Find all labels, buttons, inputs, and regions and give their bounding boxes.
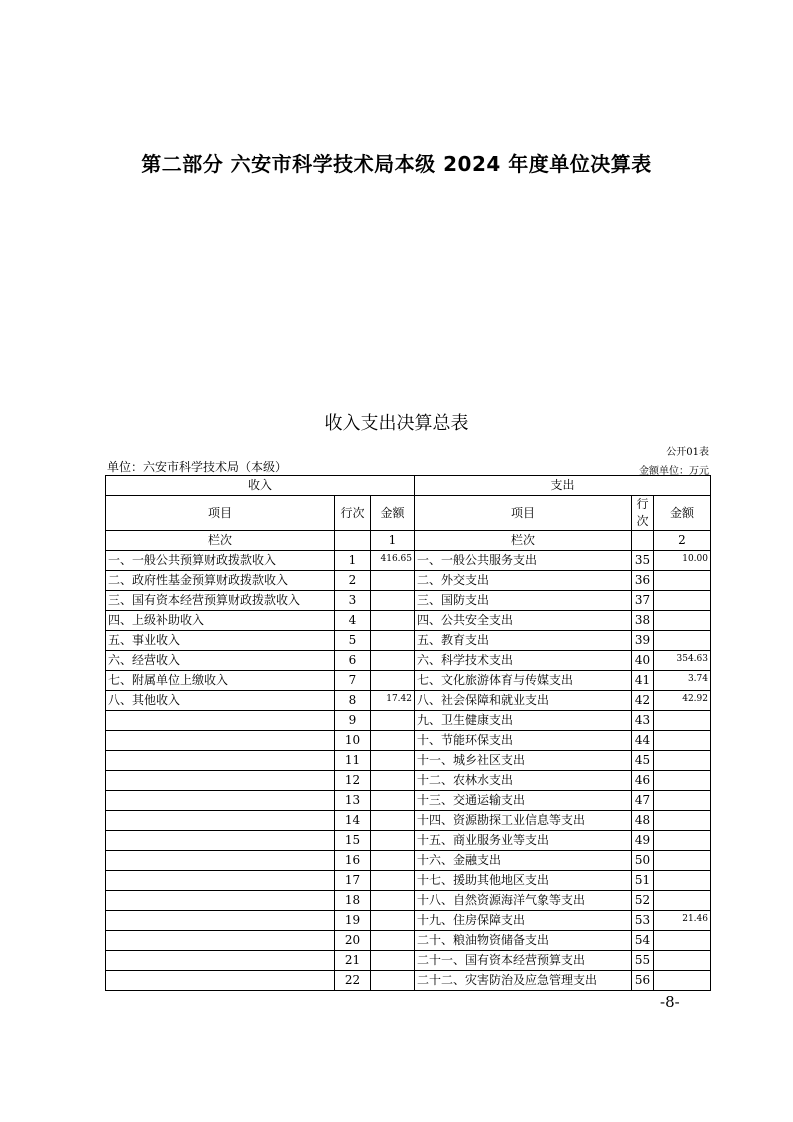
expense-amount-cell [654,771,711,791]
income-amount-cell [371,811,415,831]
expense-line-header: 行次 [632,496,654,531]
expense-line-cell: 55 [632,951,654,971]
income-item-cell [106,931,335,951]
expense-line-cell: 46 [632,771,654,791]
expense-line-cell: 50 [632,851,654,871]
income-item-cell [106,831,335,851]
income-item-cell [106,951,335,971]
expense-line-cell: 37 [632,591,654,611]
income-amount-cell [371,671,415,691]
income-line-cell: 22 [335,971,371,991]
income-column-number: 1 [371,531,415,551]
income-line-cell: 15 [335,831,371,851]
income-amount-cell: 416.65 [371,551,415,571]
expense-amount-cell [654,971,711,991]
income-line-cell: 3 [335,591,371,611]
expense-amount-cell: 10.00 [654,551,711,571]
income-item-cell [106,871,335,891]
empty-cell [632,531,654,551]
expense-line-cell: 54 [632,931,654,951]
income-header: 收入 [106,476,415,496]
empty-cell [335,531,371,551]
table-row [106,891,711,911]
expense-line-cell: 52 [632,891,654,911]
expense-item-cell: 一、一般公共服务支出 [415,551,632,571]
expense-amount-header: 金额 [654,496,711,531]
income-amount-cell [371,971,415,991]
expense-item-cell: 十四、资源勘探工业信息等支出 [415,811,632,831]
income-line-cell: 8 [335,691,371,711]
income-amount-cell [371,951,415,971]
table-title: 收入支出决算总表 [324,413,469,434]
income-line-cell: 7 [335,671,371,691]
table-row [106,591,711,611]
income-amount-cell: 17.42 [371,691,415,711]
table-row [106,571,711,591]
expense-amount-cell [654,831,711,851]
income-amount-cell [371,911,415,931]
expense-line-cell: 49 [632,831,654,851]
income-item-cell [106,711,335,731]
income-line-cell: 18 [335,891,371,911]
expense-amount-cell [654,571,711,591]
table-row [106,711,711,731]
table-row [106,751,711,771]
expense-line-cell: 47 [632,791,654,811]
income-amount-cell [371,771,415,791]
income-expense-table [105,475,711,991]
income-line-cell: 13 [335,791,371,811]
expense-item-cell: 八、社会保障和就业支出 [415,691,632,711]
expense-column-number: 2 [654,531,711,551]
income-amount-cell [371,831,415,851]
expense-line-cell: 43 [632,711,654,731]
expense-amount-cell [654,871,711,891]
expense-line-cell: 41 [632,671,654,691]
expense-amount-cell [654,851,711,871]
table-row [106,631,711,651]
expense-line-cell: 38 [632,611,654,631]
income-amount-header: 金额 [371,496,415,531]
expense-item-cell: 十七、援助其他地区支出 [415,871,632,891]
expense-line-cell: 56 [632,971,654,991]
income-item-cell [106,911,335,931]
income-line-cell: 20 [335,931,371,951]
expense-item-cell: 五、教育支出 [415,631,632,651]
income-line-cell: 17 [335,871,371,891]
income-line-cell: 12 [335,771,371,791]
income-item-cell: 六、经营收入 [106,651,335,671]
expense-amount-cell: 354.63 [654,651,711,671]
page-title: 第二部分 六安市科学技术局本级 2024 年度单位决算表 [141,152,652,176]
expense-amount-cell [654,591,711,611]
income-line-cell: 19 [335,911,371,931]
income-amount-cell [371,571,415,591]
table-row [106,671,711,691]
table-row [106,651,711,671]
expense-item-cell: 七、文化旅游体育与传媒支出 [415,671,632,691]
expense-amount-cell: 21.46 [654,911,711,931]
income-amount-cell [371,871,415,891]
expense-amount-cell [654,791,711,811]
expense-item-cell: 二十一、国有资本经营预算支出 [415,951,632,971]
expense-item-cell: 六、科学技术支出 [415,651,632,671]
table-row [106,811,711,831]
table-row [106,831,711,851]
expense-amount-cell [654,951,711,971]
expense-line-cell: 51 [632,871,654,891]
income-item-cell: 四、上级补助收入 [106,611,335,631]
section-header-row [106,476,711,496]
column-header-row [106,496,711,531]
income-item-header: 项目 [106,496,335,531]
income-amount-cell [371,731,415,751]
expense-item-cell: 二十、粮油物资储备支出 [415,931,632,951]
income-amount-cell [371,651,415,671]
income-amount-cell [371,751,415,771]
expense-column-label: 栏次 [415,531,632,551]
expense-line-cell: 44 [632,731,654,751]
income-line-cell: 9 [335,711,371,731]
table-row [106,851,711,871]
table-row [106,951,711,971]
expense-item-cell: 三、国防支出 [415,591,632,611]
reporting-unit: 单位：六安市科学技术局（本级） [107,460,288,474]
income-line-cell: 4 [335,611,371,631]
expense-line-cell: 36 [632,571,654,591]
expense-item-cell: 四、公共安全支出 [415,611,632,631]
income-item-cell [106,811,335,831]
expense-line-cell: 39 [632,631,654,651]
income-item-cell [106,971,335,991]
income-item-cell [106,751,335,771]
income-amount-cell [371,851,415,871]
expense-item-cell: 十三、交通运输支出 [415,791,632,811]
income-line-cell: 11 [335,751,371,771]
expense-item-cell: 十九、住房保障支出 [415,911,632,931]
income-line-cell: 5 [335,631,371,651]
expense-line-cell: 40 [632,651,654,671]
amount-unit: 金额单位：万元 [639,466,709,477]
expense-amount-cell [654,751,711,771]
table-row [106,691,711,711]
income-item-cell: 七、附属单位上缴收入 [106,671,335,691]
income-line-cell: 2 [335,571,371,591]
expense-item-cell: 十一、城乡社区支出 [415,751,632,771]
table-row [106,771,711,791]
table-row [106,731,711,751]
table-row [106,551,711,571]
income-line-cell: 1 [335,551,371,571]
table-row [106,611,711,631]
income-line-cell: 6 [335,651,371,671]
expense-amount-cell [654,731,711,751]
expense-line-cell: 35 [632,551,654,571]
income-item-cell: 一、一般公共预算财政拨款收入 [106,551,335,571]
income-item-cell [106,791,335,811]
income-line-cell: 10 [335,731,371,751]
table-row [106,971,711,991]
income-item-cell: 五、事业收入 [106,631,335,651]
table-row [106,791,711,811]
income-item-cell [106,891,335,911]
income-amount-cell [371,711,415,731]
expense-amount-cell [654,611,711,631]
expense-item-cell: 二十二、灾害防治及应急管理支出 [415,971,632,991]
expense-amount-cell [654,811,711,831]
expense-amount-cell [654,711,711,731]
expense-line-cell: 53 [632,911,654,931]
income-line-header: 行次 [335,496,371,531]
income-amount-cell [371,891,415,911]
expense-item-cell: 十六、金融支出 [415,851,632,871]
expense-amount-cell: 3.74 [654,671,711,691]
expense-line-cell: 45 [632,751,654,771]
table-code: 公开01表 [666,447,709,458]
income-item-cell: 八、其他收入 [106,691,335,711]
income-line-cell: 14 [335,811,371,831]
income-amount-cell [371,591,415,611]
income-amount-cell [371,791,415,811]
expense-item-header: 项目 [415,496,632,531]
income-line-cell: 16 [335,851,371,871]
table-row [106,931,711,951]
expense-item-cell: 十五、商业服务业等支出 [415,831,632,851]
expense-item-cell: 九、卫生健康支出 [415,711,632,731]
expense-item-cell: 十二、农林水支出 [415,771,632,791]
page-number: -8- [660,993,680,1011]
expense-header: 支出 [415,476,711,496]
expense-item-cell: 十、节能环保支出 [415,731,632,751]
expense-amount-cell [654,931,711,951]
income-amount-cell [371,631,415,651]
expense-item-cell: 十八、自然资源海洋气象等支出 [415,891,632,911]
expense-line-cell: 48 [632,811,654,831]
table-row [106,871,711,891]
table-row [106,911,711,931]
expense-line-cell: 42 [632,691,654,711]
income-item-cell [106,771,335,791]
expense-amount-cell [654,891,711,911]
income-item-cell [106,851,335,871]
expense-amount-cell [654,631,711,651]
column-number-row [106,531,711,551]
income-amount-cell [371,611,415,631]
expense-item-cell: 二、外交支出 [415,571,632,591]
income-line-cell: 21 [335,951,371,971]
income-item-cell: 二、政府性基金预算财政拨款收入 [106,571,335,591]
income-item-cell: 三、国有资本经营预算财政拨款收入 [106,591,335,611]
income-column-label: 栏次 [106,531,335,551]
income-item-cell [106,731,335,751]
expense-amount-cell: 42.92 [654,691,711,711]
income-amount-cell [371,931,415,951]
